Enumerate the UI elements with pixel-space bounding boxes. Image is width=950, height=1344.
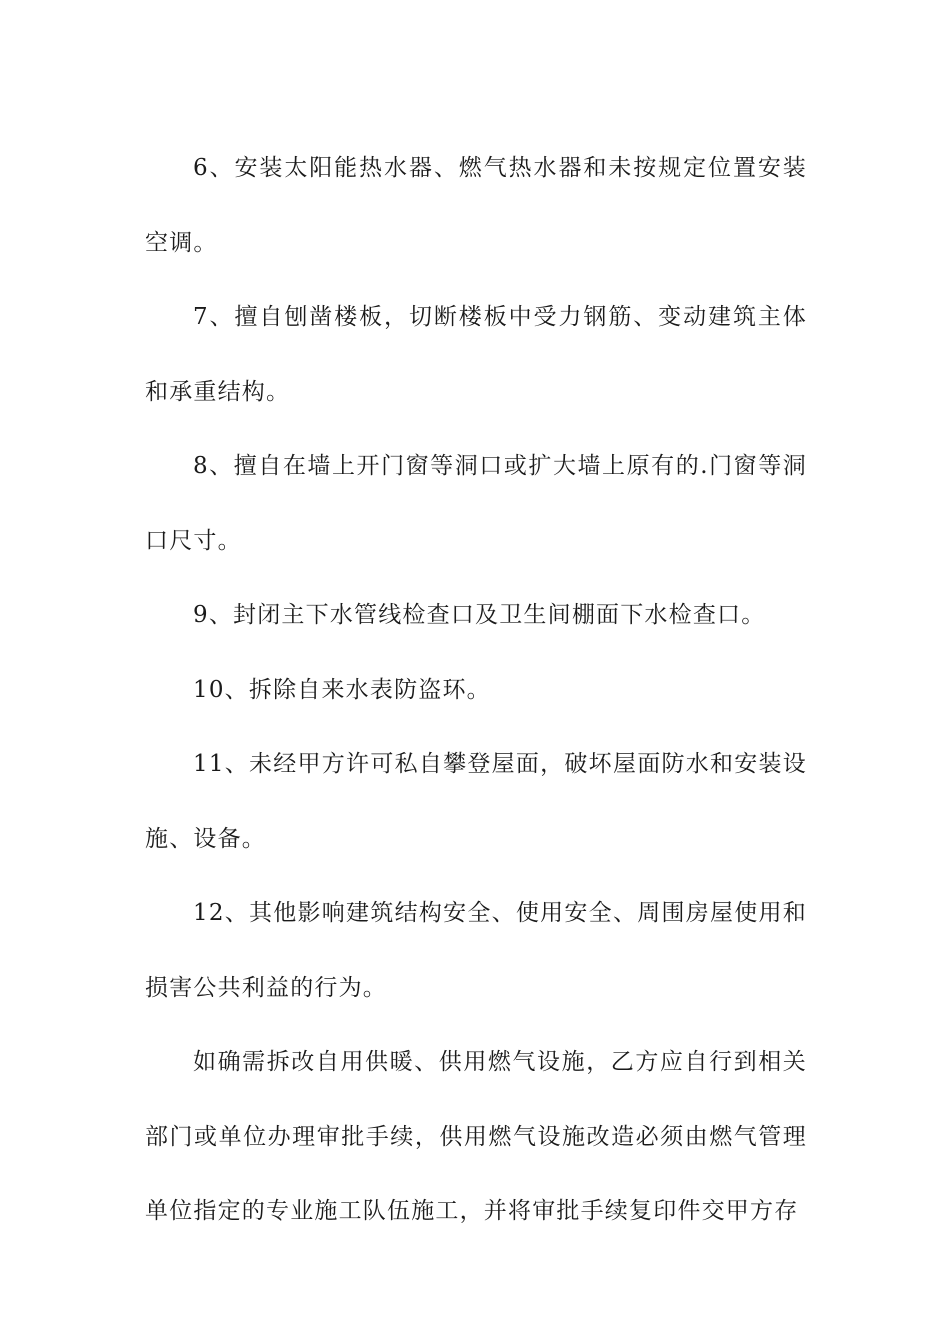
paragraph-gas-facility-note: 如确需拆改自用供暖、供用燃气设施，乙方应自行到相关部门或单位办理审批手续，供用燃气设施改造必须由燃气管理单位指定的专业施工队伍施工，并将审批手续复印件交甲方存 [145, 1049, 807, 1224]
paragraph-item-10: 10、拆除自来水表防盗环。 [193, 676, 491, 703]
paragraph-item-9: 9、封闭主下水管线检查口及卫生间棚面下水检查口。 [193, 602, 766, 628]
paragraph-item-8: 8、擅自在墙上开门窗等洞口或扩大墙上原有的.门窗等洞口尺寸。 [145, 453, 807, 554]
paragraph-item-12: 12、其他影响建筑结构安全、使用安全、周围房屋使用和损害公共利益的行为。 [145, 900, 807, 1001]
paragraph-item-7: 7、擅自刨凿楼板，切断楼板中受力钢筋、变动建筑主体和承重结构。 [145, 304, 807, 405]
paragraph-item-6: 6、安装太阳能热水器、燃气热水器和未按规定位置安装空调。 [145, 155, 807, 256]
paragraph-item-11: 11、未经甲方许可私自攀登屋面，破坏屋面防水和安装设施、设备。 [145, 751, 807, 852]
document-body [145, 131, 807, 1249]
